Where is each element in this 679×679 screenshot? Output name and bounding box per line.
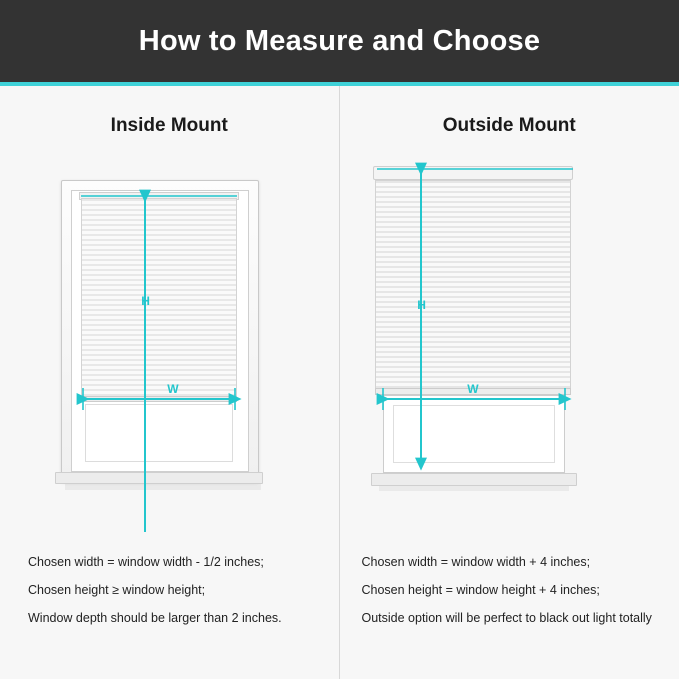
content-area	[0, 86, 679, 679]
outside-height-label: H	[417, 298, 426, 312]
panel-inside-mount	[0, 86, 340, 679]
shade-bottomrail	[81, 396, 237, 402]
note-line: Chosen height = window height + 4 inches;	[361, 583, 600, 597]
note-line: Chosen width = window width + 4 inches;	[361, 555, 591, 569]
shade-headrail	[373, 166, 573, 180]
window-sill	[55, 472, 263, 484]
header-bar	[0, 0, 679, 82]
window-glass	[85, 404, 233, 462]
inside-width-label: W	[167, 382, 179, 396]
window-sill	[371, 473, 577, 486]
outside-mount-illustration	[340, 152, 679, 532]
cellular-shade	[81, 198, 237, 398]
window-glass	[393, 405, 555, 463]
outside-width-label: W	[467, 382, 479, 396]
panel-outside-mount	[340, 86, 679, 679]
outside-mount-title: Outside Mount	[442, 115, 576, 136]
note-line: Window depth should be larger than 2 inches.	[28, 611, 282, 625]
sill-shadow	[65, 484, 261, 490]
note-line: Chosen height ≥ window height;	[28, 583, 206, 597]
outside-mount-notes	[340, 548, 679, 632]
inside-mount-title: Inside Mount	[110, 115, 228, 136]
sill-shadow	[379, 486, 569, 491]
inside-height-label: H	[141, 294, 150, 308]
page-title: How to Measure and Choose	[138, 24, 541, 57]
cellular-shade	[375, 180, 571, 390]
inside-mount-illustration	[0, 152, 339, 532]
inside-mount-notes	[0, 548, 339, 632]
note-line: Chosen width = window width - 1/2 inches;	[28, 555, 264, 569]
note-line: Outside option will be perfect to black out light totally	[361, 611, 652, 625]
